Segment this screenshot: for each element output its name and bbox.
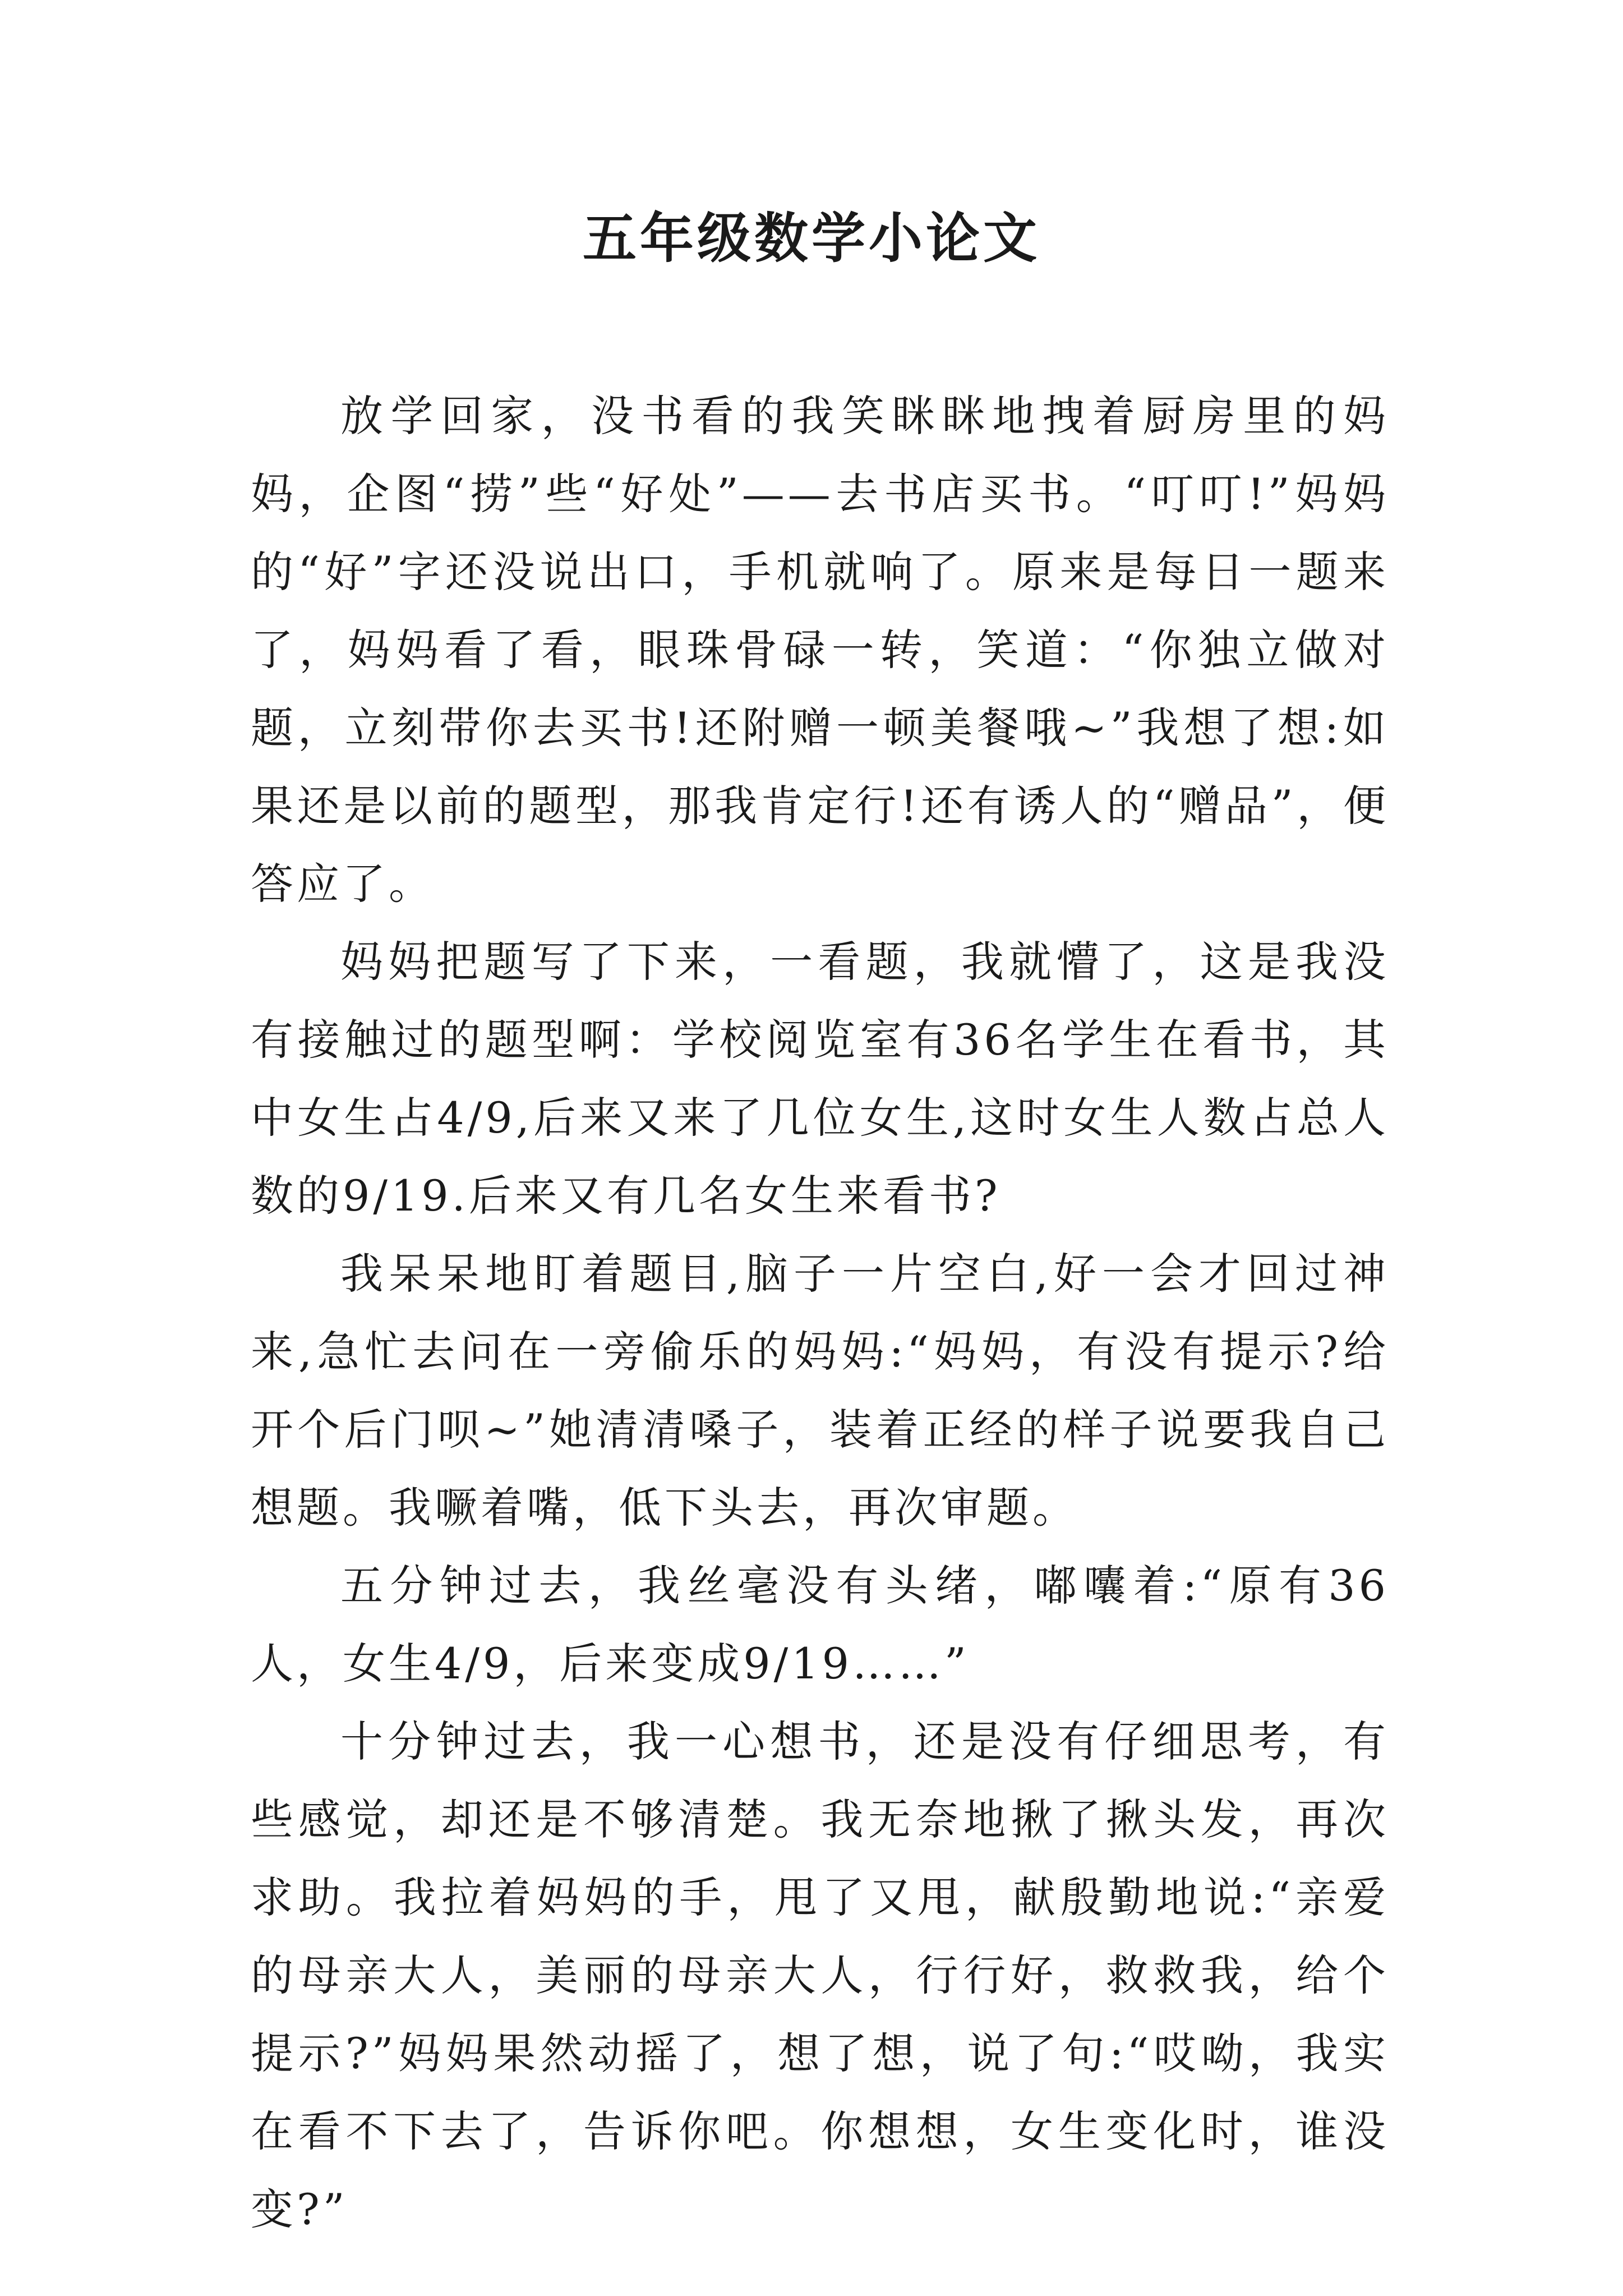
document-body [251, 377, 1389, 2248]
paragraph-2: 妈妈把题写了下来，一看题，我就懵了，这是我没有接触过的题型啊：学校阅览室有36名学生在看书，其中女生占4/9,后来又来了几位女生,这时女生人数占总人数的9/19.后来又有几名女生来看书? [251, 937, 1389, 1221]
paragraph-1: 放学回家，没书看的我笑眯眯地拽着厨房里的妈妈，企图“捞”些“好处”——去书店买书。“叮叮!”妈妈的“好”字还没说出口，手机就响了。原来是每日一题来了，妈妈看了看，眼珠骨碌一转，笑道：“你独立做对题，立刻带你去买书!还附赠一顿美餐哦~”我想了想:如果还是以前的题型，那我肯定行!还有诱人的“赠品”，便答应了。 [251, 391, 1389, 909]
document-title: 五年级数学小论文 [583, 206, 1040, 270]
paragraph-3: 我呆呆地盯着题目,脑子一片空白,好一会才回过神来,急忙去问在一旁偷乐的妈妈:“妈妈，有没有提示?给开个后门呗~”她清清嗓子，装着正经的样子说要我自己想题。我噘着嘴，低下头去，再次审题。 [251, 1249, 1389, 1533]
paragraph-4: 五分钟过去，我丝毫没有头绪，嘟囔着:“原有36人，女生4/9，后来变成9/19……” [251, 1561, 1389, 1688]
paragraph-5: 十分钟过去，我一心想书，还是没有仔细思考，有些感觉，却还是不够清楚。我无奈地揪了揪头发，再次求助。我拉着妈妈的手，甩了又甩，献殷勤地说:“亲爱的母亲大人，美丽的母亲大人，行行好，救救我，给个提示?”妈妈果然动摇了，想了想，说了句:“哎呦，我实在看不下去了，告诉你吧。你想想，女生变化时，谁没变?” [251, 1717, 1389, 2234]
